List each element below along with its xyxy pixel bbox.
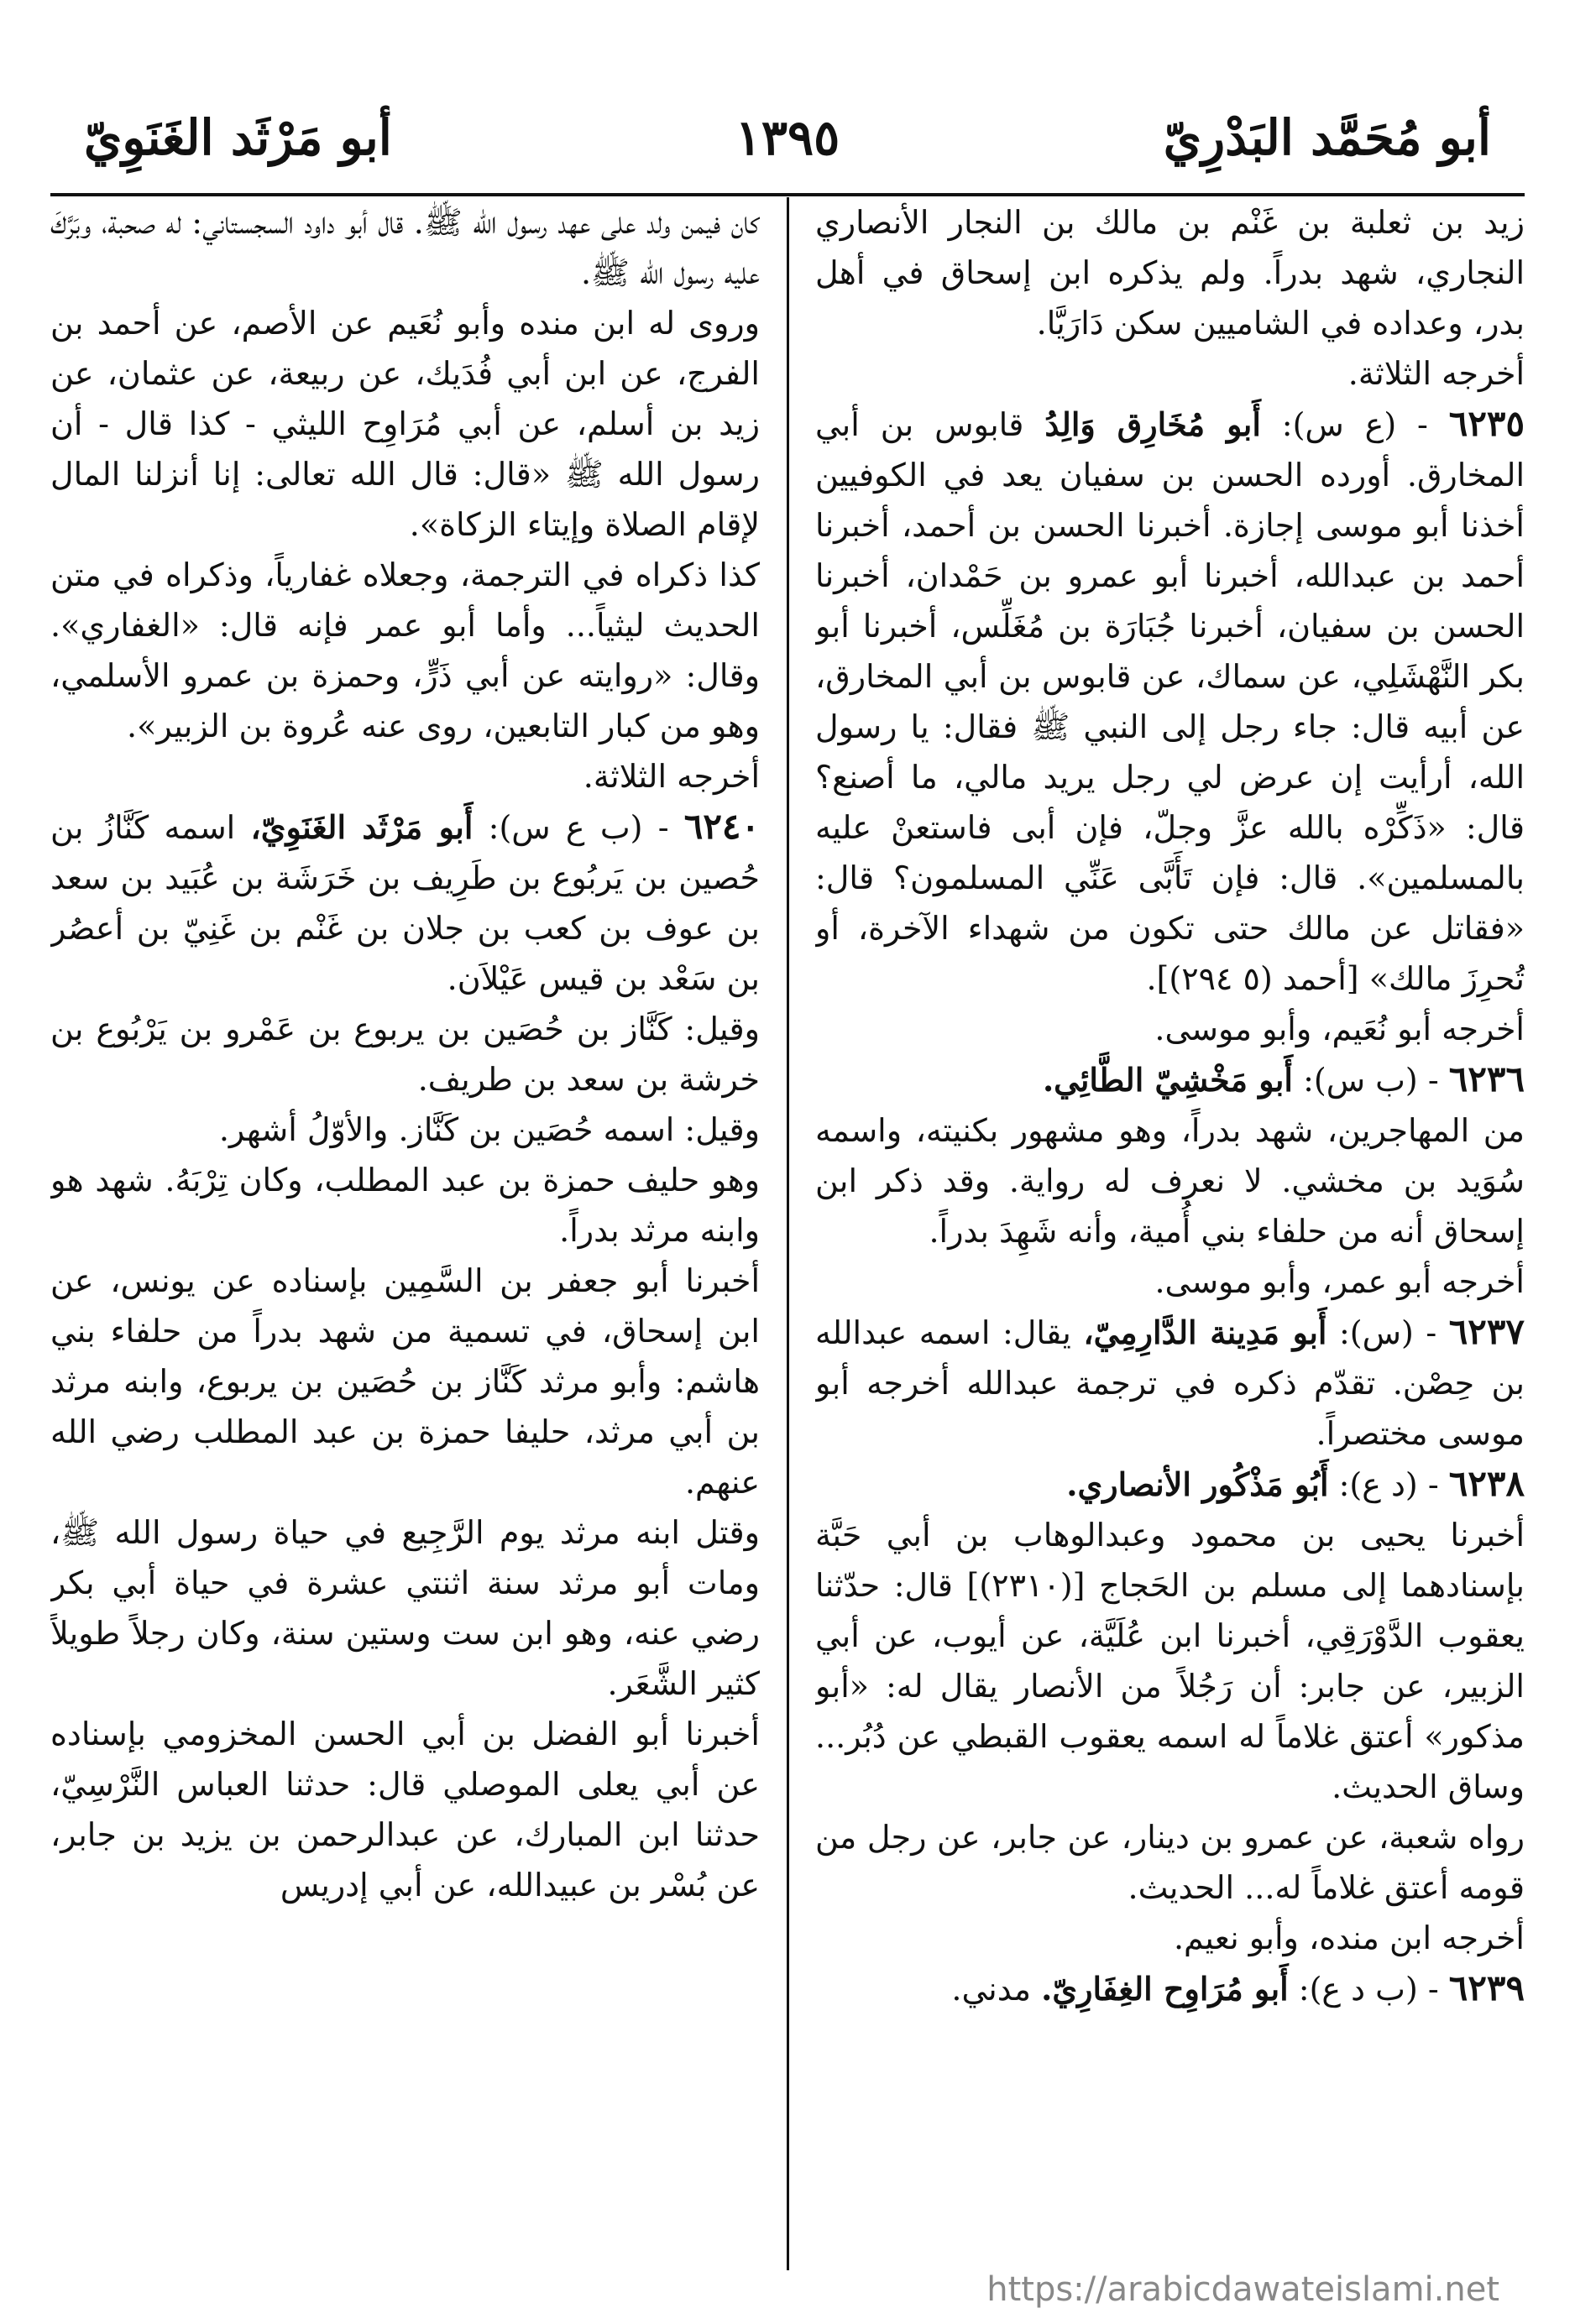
- entry-source-code: - (ب د ع):: [1288, 1971, 1449, 2008]
- paragraph: وقتل ابنه مرثد يوم الرَّجِيع في حياة رسول الله ﷺ، ومات أبو مرثد سنة اثنتي عشرة في حياة أبي بكر رضي عنه، وهو ابن ست وستين سنة، وكان رجلاً طويلاً كثير الشَّعَر.: [50, 1514, 760, 1702]
- entry-source-code: - (د ع):: [1328, 1466, 1449, 1503]
- paragraph: أخبرنا يحيى بن محمود وعبدالوهاب بن أبي حَبَّة بإسنادهما إلى مسلم بن الحَجاج [(٢٣١٠)] قال: حدّثنا يعقوب الدَّوْرَقِي، أخبرنا ابن عُلَيَّة، عن أيوب، عن أبي الزبير، عن جابر: أن رَجُلاً من الأنصار يقال له: «أبو مذكور» أعتق غلاماً له اسمه يعقوب القبطي عن دُبُر... وساق الحديث.: [815, 1517, 1525, 1805]
- entry-name: أَبو مُخَارِق وَالِدُ: [1044, 405, 1261, 443]
- biography-entry: [815, 1307, 1525, 1459]
- paragraph: أخرجه أبو عمر، وأبو موسى.: [1154, 1263, 1525, 1300]
- entry-source-code: - (ب س):: [1292, 1062, 1449, 1099]
- paragraph: زيد بن ثعلبة بن غَنْم بن مالك بن النجار الأنصاري النجاري، شهد بدراً. ولم يذكره ابن إسحاق في أهل بدر، وعداده في الشاميين سكن دَارَيَّا.: [815, 204, 1525, 342]
- entry-number: ٦٢٣٩: [1448, 1967, 1525, 2008]
- biography-entry: [50, 802, 760, 1004]
- entry-number: ٦٢٣٦: [1448, 1058, 1525, 1099]
- paragraph: أخرجه أبو نُعَيم، وأبو موسى.: [1154, 1011, 1525, 1047]
- entry-text: قابوس بن أبي المخارق. أورده الحسن بن سفيان يعد في الكوفيين أخذنا أبو موسى إجازة. أخبرنا الحسن بن أحمد، أخبرنا أحمد بن عبدالله، أخبرنا أبو عمرو بن حَمْدان، أخبرنا الحسن بن سفيان، أخبرنا جُبَارَة بن مُغَلِّس، أخبرنا أبو بكر النَّهْشَلِي، عن سماك، عن قابوس بن أبي المخارق، عن أبيه قال: جاء رجل إلى النبي ﷺ فقال: يا رسول الله، أرأيت إن عرض لي رجل يريد مالي، ما أصنع؟ قال: «ذَكِّرْه بالله عزَّ وجلّ، فإن أبى فاستعنْ عليه بالمسلمين». قال: فإن تَأَبَّى عَنِّي المسلمون؟ قال: «فقاتل عن مالك حتى تكون من شهداء الآخرة، أو تُحرِزَ مالك» [أحمد (٥ ٢٩٤)].: [815, 406, 1525, 997]
- page-number: ١٣٩٥: [735, 109, 840, 166]
- entry-source-code: - (ب ع س):: [473, 809, 684, 846]
- entry-number: ٦٢٤٠: [683, 806, 760, 847]
- entry-name: أَبُو مَذْكُور الأنصاري.: [1066, 1465, 1329, 1503]
- entry-number: ٦٢٣٨: [1448, 1463, 1525, 1504]
- entry-text: مدني.: [951, 1971, 1042, 2008]
- entry-text: اسمه كَنَّازُ بن حُصين بن يَربُوع بن طَرِيف بن خَرَشَة بن عُبَيد بن سعد بن عوف بن كعب بن جلان بن غَنْم بن غَنِيّ بن أعصُر بن سَعْد بن قيس عَيْلاَن.: [50, 809, 760, 997]
- entry-text: يقال: اسمه عبدالله بن حِصْن. تقدّم ذكره في ترجمة عبدالله أخرجه أبو موسى مختصراً.: [815, 1314, 1525, 1452]
- text-columns: [50, 197, 1525, 2270]
- entry-number: ٦٢٣٥: [1448, 403, 1525, 444]
- entry-name: أَبو مَدِينة الدَّارِمِيّ،: [1083, 1313, 1327, 1351]
- paragraph: أخبرنا أبو الفضل بن أبي الحسن المخزومي بإسناده عن أبي يعلى الموصلي قال: حدثنا العباس النَّرْسِيّ، حدثنا ابن المبارك، عن عبدالرحمن بن يزيد بن جابر، عن بُسْر بن عبيدالله، عن أبي إدريس: [50, 1716, 760, 1904]
- paragraph: كذا ذكراه في الترجمة، وجعلاه غفارياً، وذكراه في متن الحديث ليثياً... وأما أبو عمر فإنه قال: «الغفاري». وقال: «روايته عن أبي ذَرٍّ، وحمزة بن عمرو الأسلمي، وهو من كبار التابعين، روى عنه عُروة بن الزبير».: [50, 556, 760, 744]
- paragraph: وقيل: كَنَّاز بن حُصَين بن يربوع بن عَمْرو بن يَرْبُوع بن خرشة بن سعد بن طريف.: [50, 1011, 760, 1098]
- entry-number: ٦٢٣٧: [1448, 1311, 1525, 1352]
- header-left-title: أبو مَرْثَد الغَنَوِيّ: [84, 109, 392, 166]
- entry-name: أَبو مَخْشِيّ الطَّائِي.: [1042, 1061, 1293, 1099]
- entry-name: أَبو مَرْثَد الغَنَوِيّ،: [250, 808, 474, 846]
- left-column: [50, 197, 760, 2270]
- entry-source-code: - (ع س):: [1260, 406, 1449, 443]
- paragraph: وقيل: اسمه حُصَين بن كَنَّاز. والأوّلُ أشهر.: [218, 1111, 760, 1148]
- biography-entry: [815, 1054, 1525, 1105]
- paragraph: أخرجه الثلاثة.: [583, 758, 760, 795]
- biography-entry: [815, 1963, 1525, 2014]
- paragraph: من المهاجرين، شهد بدراً، وهو مشهور بكنيته، واسمه سُوَيد بن مخشي. لا نعرف له رواية. وقد ذكر ابن إسحاق أنه من حلفاء بني أُمية، وأنه شَهِدَ بدراً.: [815, 1112, 1525, 1250]
- page-header: [50, 101, 1525, 196]
- paragraph: أخرجه الثلاثة.: [1347, 355, 1525, 392]
- paragraph: أخرجه ابن منده، وأبو نعيم.: [1173, 1919, 1525, 1956]
- biography-entry: [815, 1459, 1525, 1510]
- watermark: https://arabicdawateislami.net: [986, 2270, 1499, 2309]
- right-column: [815, 197, 1525, 2270]
- header-right-title: أبو مُحَمَّد البَدْرِيّ: [1163, 109, 1491, 166]
- paragraph: وهو حليف حمزة بن عبد المطلب، وكان تِرْبَهُ. شهد هو وابنه مرثد بدراً.: [50, 1162, 760, 1249]
- column-divider: [787, 197, 789, 2270]
- entry-name: أَبو مُرَاوِح الغِفَارِيّ.: [1041, 1970, 1289, 2008]
- entry-source-code: - (س):: [1326, 1314, 1449, 1351]
- paragraph: رواه شعبة، عن عمرو بن دينار، عن جابر، عن رجل من قومه أعتق غلاماً له... الحديث.: [815, 1819, 1525, 1906]
- paragraph: كان فيمن ولد على عهد رسول الله ﷺ. قال أبو داود السجستاني: له صحبة، وبَرَّكَ عليه رسول الله ﷺ.: [50, 204, 760, 291]
- paragraph: أخبرنا أبو جعفر بن السَّمِين بإسناده عن يونس، عن ابن إسحاق، في تسمية من شهد بدراً من حلفاء بني هاشم: وأبو مرثد كَنَّاز بن حُصَين بن يربوع، وابنه مرثد بن أبي مرثد، حليفا حمزة بن عبد المطلب رضي الله عنهم.: [50, 1262, 760, 1501]
- paragraph: وروى له ابن منده وأبو نُعَيم عن الأصم، عن أحمد بن الفرج، عن ابن أبي فُدَيك، عن ربيعة، عن عثمان، عن زيد بن أسلم، عن أبي مُرَاوِح الليثي - كذا قال - أن رسول الله ﷺ «قال: قال الله تعالى: إنا أنزلنا المال لإقام الصلاة وإيتاء الزكاة».: [50, 305, 760, 543]
- biography-entry: [815, 399, 1525, 1004]
